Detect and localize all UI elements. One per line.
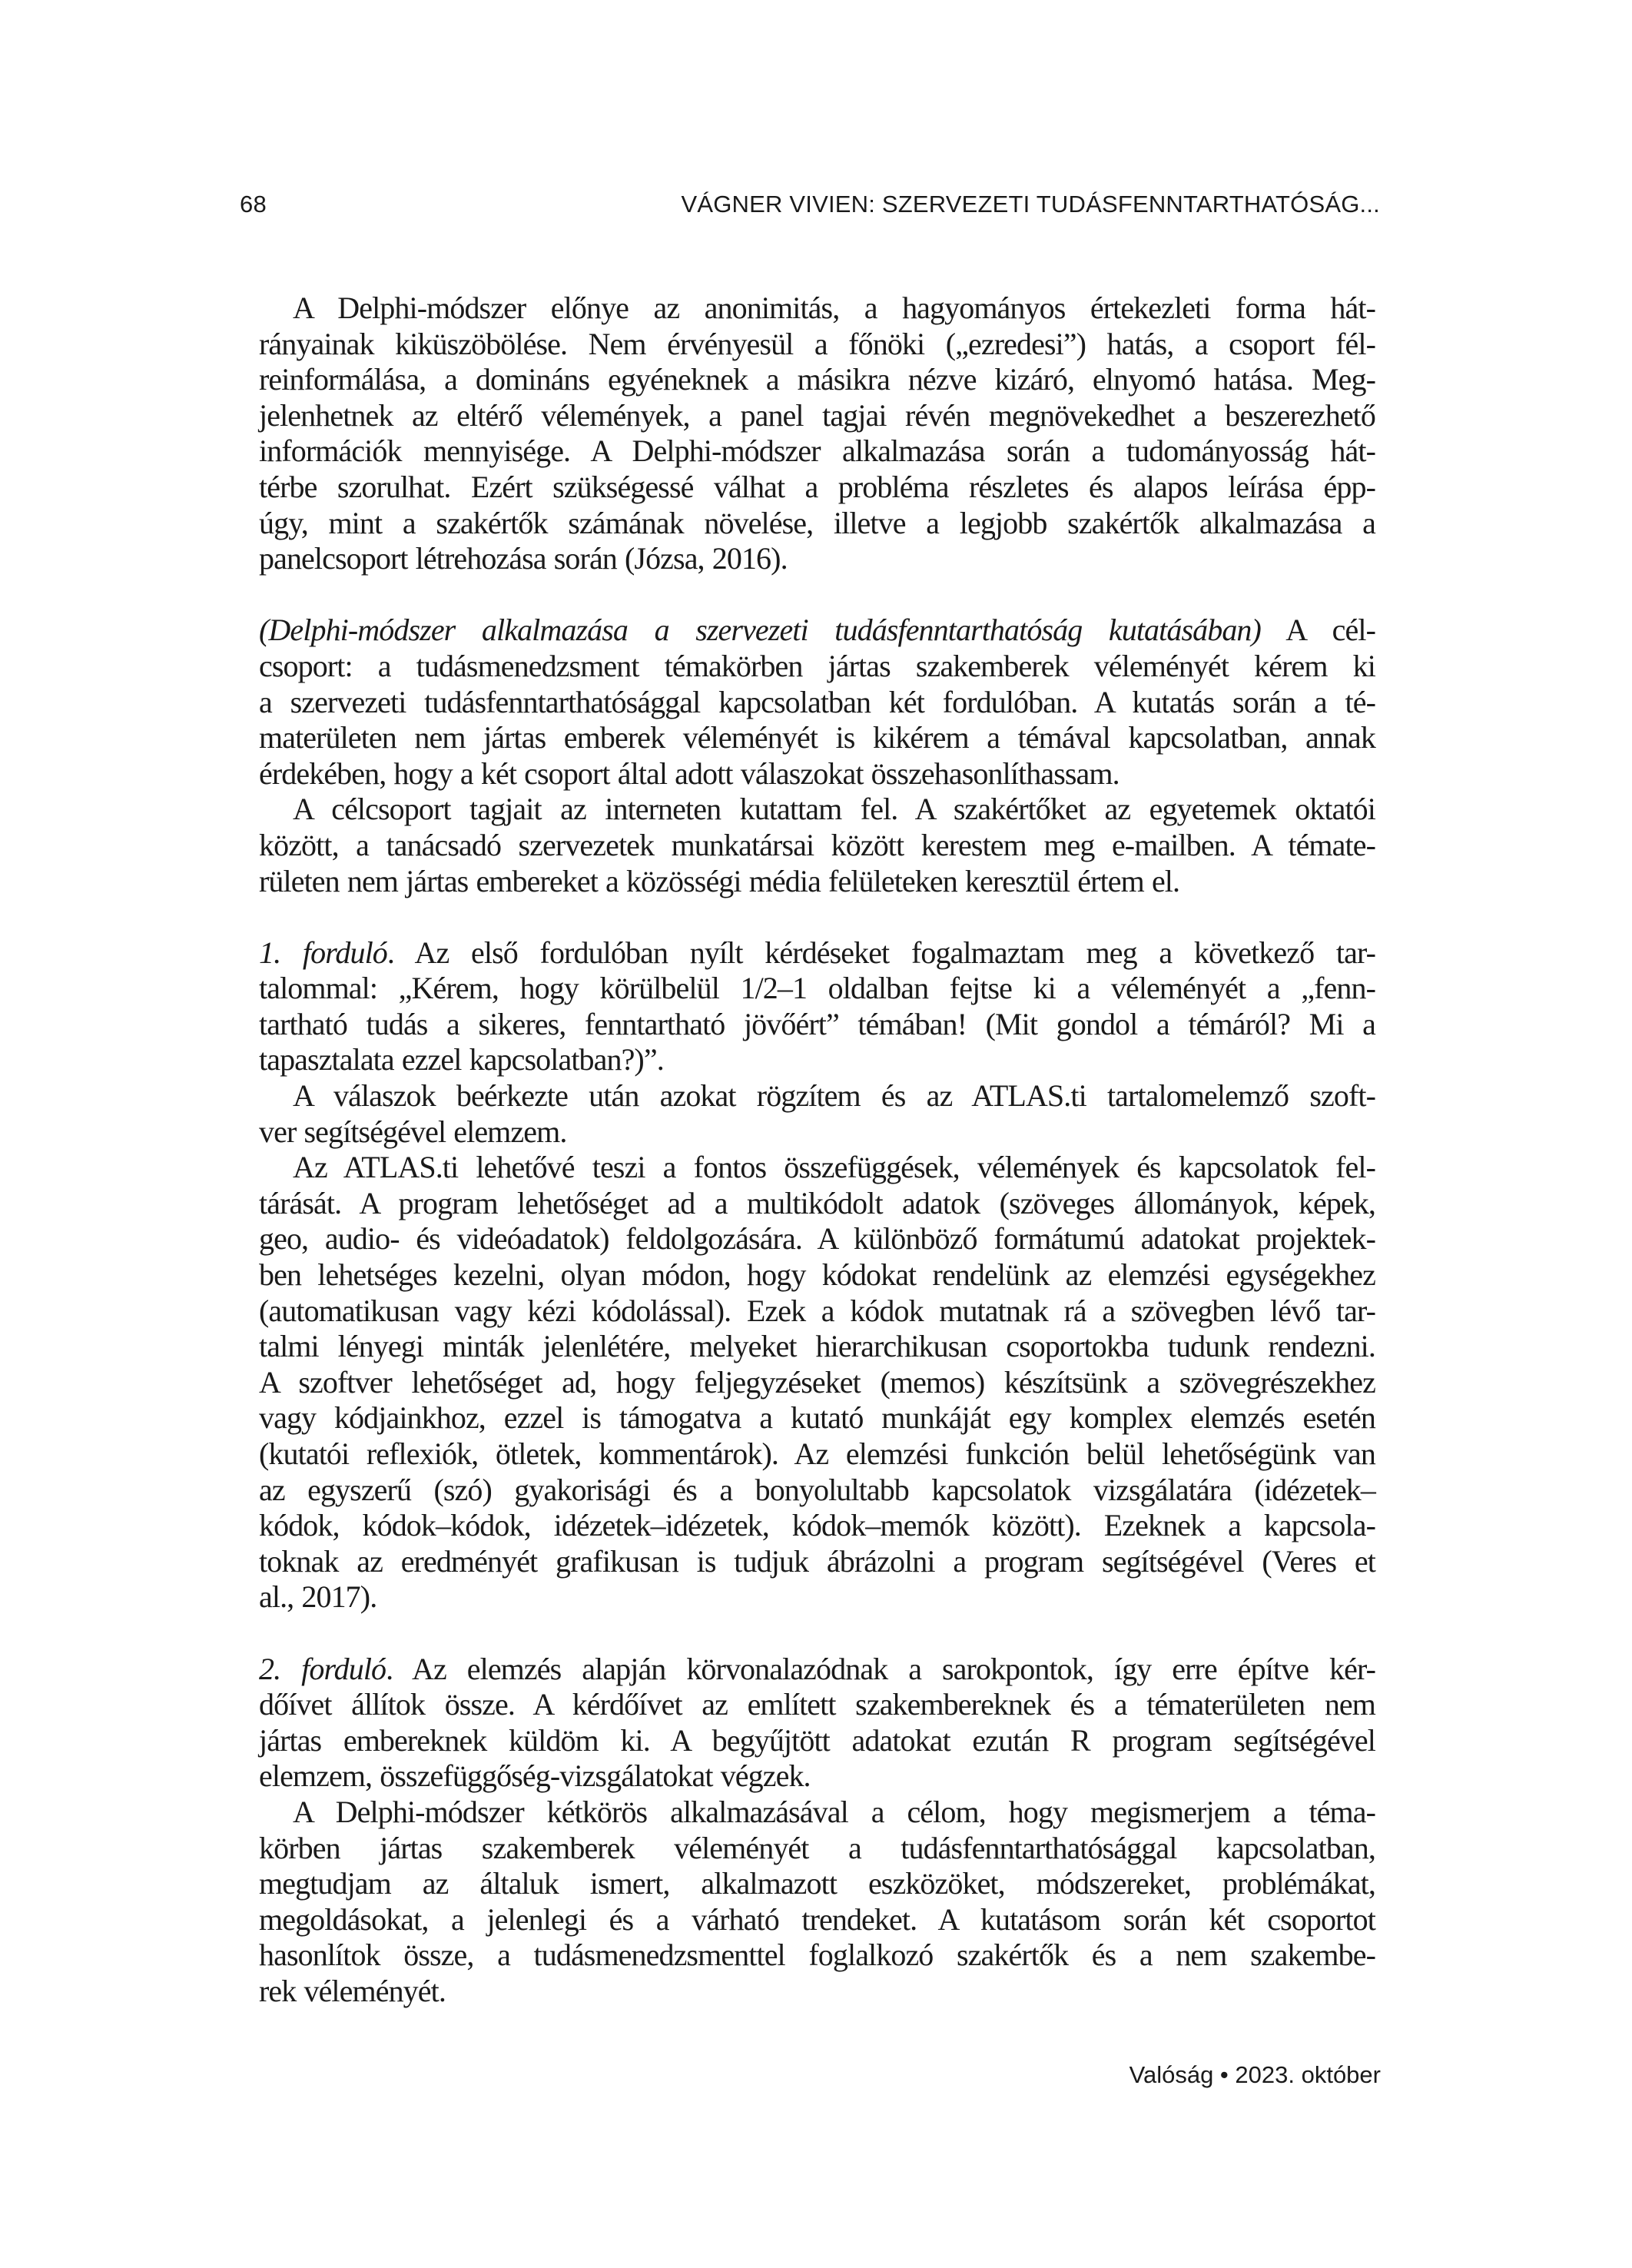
text-line xyxy=(259,935,1375,971)
text-line: a szervezeti tudásfenntarthatósággal kapcsolatban két fordulóban. A kutatás során a té- xyxy=(259,684,1375,719)
text-line: jártas embereknek küldöm ki. A begyűjtött adatokat ezután R program segítségével xyxy=(259,1722,1375,1758)
text-line: ver segítségével elemzem. xyxy=(259,1114,567,1149)
text-line: A Delphi-módszer előnye az anonimitás, a hagyományos értekezleti forma hát- xyxy=(293,291,1375,325)
text-line: A válaszok beérkezte után azokat rögzítem és az ATLAS.ti tartalomelemző szoft- xyxy=(293,1078,1375,1114)
text-line: megtudjam az általuk ismert, alkalmazott eszközöket, módszereket, problémákat, xyxy=(259,1866,1375,1901)
text-line: panelcsoport létrehozása során (Józsa, 2016). xyxy=(259,541,788,576)
paragraph-delphi-application xyxy=(259,613,1375,792)
text-line: információk mennyisége. A Delphi-módszer alkalmazása során a tudományosság hát- xyxy=(259,433,1375,469)
page-number: 68 xyxy=(240,191,267,218)
text-line: úgy, mint a szakértők számának növelése, illetve a legjobb szakértők alkalmazása a xyxy=(259,505,1375,540)
paragraph-delphi-advantages xyxy=(259,291,1375,577)
text-line: toknak az eredményét grafikusan is tudjuk ábrázolni a program segítségével (Veres et xyxy=(259,1543,1375,1579)
text-line: al., 2017). xyxy=(259,1579,377,1615)
text-line: vagy kódjainkhoz, ezzel is támogatva a kutató munkáját egy komplex elemzés esetén xyxy=(259,1400,1375,1436)
text-line: érdekében, hogy a két csoport által adott válaszokat összehasonlíthassam. xyxy=(259,755,1120,791)
text-line: rányainak kiküszöbölése. Nem érvényesül a főnöki („ezredesi”) hatás, a csoport fél- xyxy=(259,326,1375,361)
italic-section-lead: (Delphi-módszer alkalmazása a szervezeti tudásfenntarthatóság kutatásában) xyxy=(259,613,1261,648)
text-line: talommal: „Kérem, hogy körülbelül 1/2–1 oldalban fejtse ki a véleményét a „fenn- xyxy=(259,971,1375,1006)
text-line: (automatikusan vagy kézi kódolással). Ezek a kódok mutatnak rá a szövegben lévő tar- xyxy=(259,1293,1375,1328)
paragraph-atlas-recording xyxy=(259,1078,1375,1150)
text-line: kódok, kódok–kódok, idézetek–idézetek, kódok–memók között). Ezeknek a kapcsola- xyxy=(259,1508,1375,1543)
paragraph-target-group xyxy=(259,792,1375,899)
text-line: ben lehetséges kezelni, olyan módon, hogy kódokat rendelünk az elemzési egységekhez xyxy=(259,1257,1375,1293)
paragraph-gap xyxy=(259,1615,1375,1652)
italic-section-lead: 2. forduló xyxy=(259,1651,386,1686)
page-footer: Valóság • 2023. október xyxy=(1129,2061,1381,2088)
text-line: Az ATLAS.ti lehetővé teszi a fontos összefüggések, vélemények és kapcsolatok fel- xyxy=(293,1150,1375,1185)
text-line: hasonlítok össze, a tudásmenedzsmenttel foglalkozó szakértők és a nem szakembe- xyxy=(259,1938,1375,1973)
paragraph-delphi-goal xyxy=(259,1795,1375,2010)
text-line: tartható tudás a sikeres, fenntartható jövőért” témában! (Mit gondol a témáról? Mi a xyxy=(259,1006,1375,1041)
article-body xyxy=(259,291,1375,2010)
italic-section-lead: 1. forduló xyxy=(259,935,387,970)
paragraph-gap xyxy=(259,899,1375,935)
text-line: térbe szorulhat. Ezért szükségessé válhat a probléma részletes és alapos leírása épp- xyxy=(259,469,1375,504)
paragraph-round-1 xyxy=(259,935,1375,1078)
text-line: dőívet állítok össze. A kérdőívet az említett szakembereknek és a tématerületen nem xyxy=(259,1687,1375,1722)
text-run: A cél- xyxy=(1260,613,1375,648)
paragraph-round-2 xyxy=(259,1652,1375,1795)
text-line: jelenhetnek az eltérő vélemények, a panel tagjai révén megnövekedhet a beszerezhető xyxy=(259,397,1375,433)
running-title: VÁGNER VIVIEN: SZERVEZETI TUDÁSFENNTARTHATÓSÁG... xyxy=(681,191,1380,218)
text-line: elemzem, összefüggőség-vizsgálatokat végzek. xyxy=(259,1758,811,1794)
text-line: A Delphi-módszer kétkörös alkalmazásával a célom, hogy megismerjem a téma- xyxy=(293,1794,1375,1829)
paragraph-gap xyxy=(259,577,1375,613)
text-line xyxy=(259,1652,1375,1688)
text-line: geo, audio- és videóadatok) feldolgozására. A különböző formátumú adatokat projektek- xyxy=(259,1221,1375,1257)
text-run: . Az első fordulóban nyílt kérdéseket fogalmaztam meg a következő tar- xyxy=(386,935,1375,970)
text-line: tapasztalata ezzel kapcsolatban?)”. xyxy=(259,1042,664,1078)
text-line: rületen nem jártas embereket a közösségi média felületeken keresztül értem el. xyxy=(259,863,1180,898)
text-run: . Az elemzés alapján körvonalazódnak a sarokpontok, így erre építve kér- xyxy=(386,1651,1376,1686)
text-line: között, a tanácsadó szervezetek munkatársai között kerestem meg e-mailben. A témate- xyxy=(259,827,1375,862)
text-line: megoldásokat, a jelenlegi és a várható trendeket. A kutatásom során két csoportot xyxy=(259,1901,1375,1937)
text-line: materületen nem jártas emberek véleményét is kikérem a témával kapcsolatban, annak xyxy=(259,720,1375,755)
text-line: tárását. A program lehetőséget ad a multikódolt adatok (szöveges állományok, képek, xyxy=(259,1185,1375,1220)
text-line: (kutatói reflexiók, ötletek, kommentárok). Az elemzési funkción belül lehetőségünk van xyxy=(259,1436,1375,1471)
paragraph-atlas-description xyxy=(259,1150,1375,1615)
text-line: reinformálása, a domináns egyéneknek a másikra nézve kizáró, elnyomó hatása. Meg- xyxy=(259,362,1375,397)
text-line: körben jártas szakemberek véleményét a tudásfenntarthatósággal kapcsolatban, xyxy=(259,1830,1375,1865)
text-line: A szoftver lehetőséget ad, hogy feljegyzéseket (memos) készítsünk a szövegrészekhez xyxy=(259,1364,1375,1400)
text-line: az egyszerű (szó) gyakorisági és a bonyolultabb kapcsolatok vizsgálatára (idézetek– xyxy=(259,1472,1375,1507)
text-line: rek véleményét. xyxy=(259,1973,446,2008)
text-line: csoport: a tudásmenedzsment témakörben jártas szakemberek véleményét kérem ki xyxy=(259,648,1375,683)
text-line xyxy=(259,613,1375,649)
text-line: talmi lényegi minták jelenlétére, melyeket hierarchikusan csoportokba tudunk rendezni. xyxy=(259,1329,1375,1364)
page-header xyxy=(240,191,1380,221)
text-line: A célcsoport tagjait az interneten kutattam fel. A szakértőket az egyetemek oktatói xyxy=(293,792,1375,827)
